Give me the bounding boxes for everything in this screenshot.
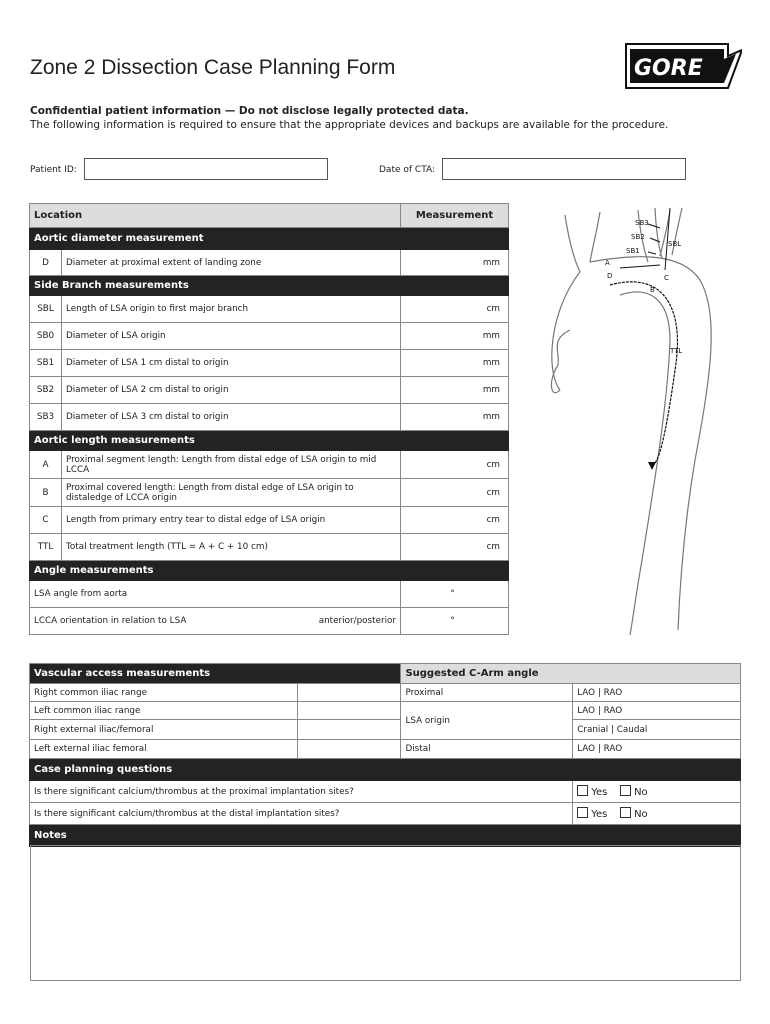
no-checkbox[interactable]	[620, 807, 631, 818]
table-row: SBL Length of LSA origin to first major branch cm	[30, 296, 509, 323]
table-row: SB1 Diameter of LSA 1 cm distal to origin mm	[30, 350, 509, 377]
table-row: Left external iliac femoral Distal LAO | RAO	[30, 740, 741, 759]
section-title: Case planning questions	[30, 759, 741, 781]
measurement-field[interactable]: °	[401, 581, 509, 608]
confidential-notice: Confidential patient information — Do not disclose legally protected data.	[30, 105, 469, 117]
label-b: B	[650, 286, 655, 294]
table-row: LSA angle from aorta °	[30, 581, 509, 608]
measurement-field[interactable]: mm	[401, 250, 509, 276]
label-sb2: SB2	[631, 233, 645, 241]
access-field[interactable]	[297, 684, 401, 702]
yes-checkbox[interactable]	[577, 807, 588, 818]
table-row: Right common iliac range Proximal LAO | RAO	[30, 684, 741, 702]
yes-checkbox[interactable]	[577, 785, 588, 796]
label-ttl: TTL	[670, 347, 683, 355]
patient-id-field[interactable]	[84, 158, 328, 180]
label-d: D	[607, 272, 613, 280]
cta-date-label: Date of CTA:	[379, 165, 436, 175]
measurement-field[interactable]: cm	[401, 479, 509, 507]
gore-logo	[624, 42, 742, 90]
label-sb3: SB3	[635, 219, 649, 227]
notes-title: Notes	[30, 825, 741, 847]
section-title: Side Branch measurements	[30, 276, 509, 296]
label-sb1: SB1	[626, 247, 640, 255]
table-row: A Proximal segment length: Length from distal edge of LSA origin to mid LCCA cm	[30, 451, 509, 479]
no-checkbox[interactable]	[620, 785, 631, 796]
measurement-field[interactable]: cm	[401, 451, 509, 479]
measurement-field[interactable]: cm	[401, 507, 509, 534]
measurement-field[interactable]: cm	[401, 296, 509, 323]
location-table	[29, 203, 509, 635]
aorta-diagram	[520, 200, 750, 640]
col-measurement: Measurement	[401, 204, 509, 228]
table-row: C Length from primary entry tear to distal edge of LSA origin cm	[30, 507, 509, 534]
label-c: C	[664, 274, 669, 282]
measurement-field[interactable]: mm	[401, 377, 509, 404]
label-a: A	[605, 259, 610, 267]
table-row: Is there significant calcium/thrombus at the proximal implantation sites? Yes No	[30, 781, 741, 803]
table-row: B Proximal covered length: Length from distal edge of LSA origin to distaledge of LCCA origin cm	[30, 479, 509, 507]
table-row: SB3 Diameter of LSA 3 cm distal to origin mm	[30, 404, 509, 431]
logo-text: GORE	[634, 56, 703, 81]
access-title: Vascular access measurements	[30, 664, 401, 684]
access-field[interactable]	[297, 702, 401, 720]
table-row: SB2 Diameter of LSA 2 cm distal to origin mm	[30, 377, 509, 404]
access-table	[29, 663, 741, 847]
section-title: Aortic diameter measurement	[30, 228, 509, 250]
table-row: Is there significant calcium/thrombus at the distal implantation sites? Yes No	[30, 803, 741, 825]
page-title: Zone 2 Dissection Case Planning Form	[30, 56, 396, 79]
section-title: Aortic length measurements	[30, 431, 509, 451]
measurement-field[interactable]: cm	[401, 534, 509, 561]
cta-date-field[interactable]	[442, 158, 686, 180]
patient-id-label: Patient ID:	[30, 165, 77, 175]
table-row: Right external iliac/femoral Cranial | Caudal	[30, 720, 741, 740]
table-row: LCCA orientation in relation to LSA anterior/posterior °	[30, 608, 509, 635]
measurement-field[interactable]: °	[401, 608, 509, 635]
measurement-field[interactable]: mm	[401, 404, 509, 431]
measurement-field[interactable]: mm	[401, 323, 509, 350]
access-field[interactable]	[297, 740, 401, 759]
table-row: TTL Total treatment length (TTL = A + C + 10 cm) cm	[30, 534, 509, 561]
notes-area[interactable]	[30, 845, 741, 981]
label-sbl: SBL	[668, 240, 682, 248]
carm-title: Suggested C-Arm angle	[401, 664, 741, 684]
section-title: Angle measurements	[30, 561, 509, 581]
intro-text: The following information is required to ensure that the appropriate devices and backups are available for the procedure.	[30, 119, 669, 131]
col-location: Location	[30, 204, 401, 228]
measurement-field[interactable]: mm	[401, 350, 509, 377]
access-field[interactable]	[297, 720, 401, 740]
table-row: D Diameter at proximal extent of landing zone mm	[30, 250, 509, 276]
table-row: SB0 Diameter of LSA origin mm	[30, 323, 509, 350]
table-row: Left common iliac range LSA origin LAO | RAO	[30, 702, 741, 720]
